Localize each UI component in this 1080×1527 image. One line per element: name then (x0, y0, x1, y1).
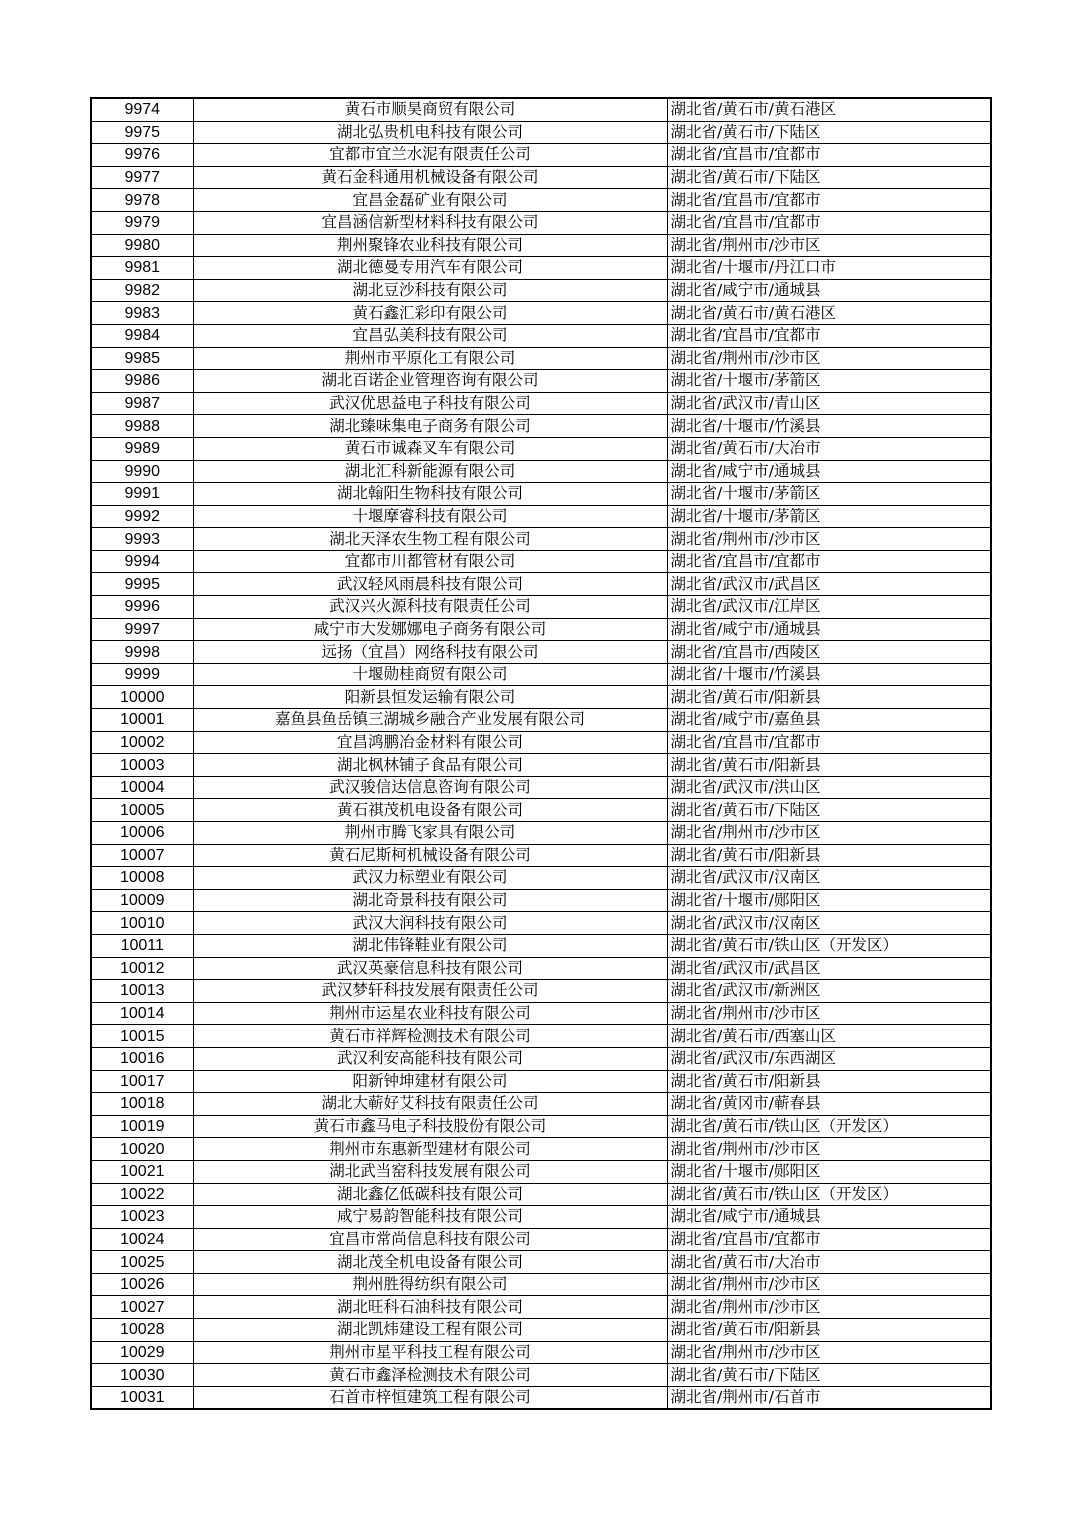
table-row (91, 1273, 991, 1296)
company-name-cell: 湖北枫林铺子食品有限公司 (193, 754, 667, 777)
row-number-cell: 10027 (91, 1296, 193, 1319)
row-number-cell: 9985 (91, 347, 193, 370)
table-row (91, 1160, 991, 1183)
region-cell: 湖北省/咸宁市/通城县 (667, 460, 991, 483)
table-row (91, 437, 991, 460)
table-row (91, 460, 991, 483)
region-cell: 湖北省/宜昌市/宜都市 (667, 324, 991, 347)
table-row (91, 934, 991, 957)
region-cell: 湖北省/黄石市/黄石港区 (667, 302, 991, 325)
company-name-cell: 湖北汇科新能源有限公司 (193, 460, 667, 483)
region-cell: 湖北省/荆州市/沙市区 (667, 1002, 991, 1025)
region-cell: 湖北省/咸宁市/通城县 (667, 1206, 991, 1229)
region-cell: 湖北省/荆州市/石首市 (667, 1386, 991, 1409)
row-number-cell: 10014 (91, 1002, 193, 1025)
region-cell: 湖北省/黄石市/阳新县 (667, 1319, 991, 1342)
region-cell: 湖北省/十堰市/郧阳区 (667, 889, 991, 912)
region-cell: 湖北省/十堰市/竹溪县 (667, 415, 991, 438)
table-row (91, 641, 991, 664)
company-name-cell: 咸宁市大发娜娜电子商务有限公司 (193, 618, 667, 641)
table-row (91, 98, 991, 121)
row-number-cell: 10028 (91, 1319, 193, 1342)
table-row (91, 799, 991, 822)
table-row (91, 1002, 991, 1025)
table-row (91, 302, 991, 325)
company-list-table (90, 97, 992, 1410)
company-name-cell: 湖北伟锋鞋业有限公司 (193, 934, 667, 957)
table-row (91, 1386, 991, 1409)
company-name-cell: 武汉骏信达信息咨询有限公司 (193, 776, 667, 799)
company-name-cell: 宜都市川都管材有限公司 (193, 550, 667, 573)
table-row (91, 1228, 991, 1251)
region-cell: 湖北省/十堰市/茅箭区 (667, 370, 991, 393)
row-number-cell: 10008 (91, 867, 193, 890)
company-name-cell: 十堰摩睿科技有限公司 (193, 505, 667, 528)
row-number-cell: 10031 (91, 1386, 193, 1409)
row-number-cell: 9979 (91, 211, 193, 234)
region-cell: 湖北省/咸宁市/通城县 (667, 279, 991, 302)
row-number-cell: 9982 (91, 279, 193, 302)
region-cell: 湖北省/黄石市/铁山区（开发区） (667, 1183, 991, 1206)
row-number-cell: 9986 (91, 370, 193, 393)
table-row (91, 257, 991, 280)
region-cell: 湖北省/宜昌市/宜都市 (667, 731, 991, 754)
row-number-cell: 10005 (91, 799, 193, 822)
table-row (91, 776, 991, 799)
table-row (91, 1047, 991, 1070)
company-name-cell: 湖北武当窑科技发展有限公司 (193, 1160, 667, 1183)
table-row (91, 144, 991, 167)
table-row (91, 166, 991, 189)
company-name-cell: 宜昌弘美科技有限公司 (193, 324, 667, 347)
region-cell: 湖北省/黄石市/阳新县 (667, 844, 991, 867)
table-row (91, 980, 991, 1003)
company-name-cell: 湖北豆沙科技有限公司 (193, 279, 667, 302)
row-number-cell: 9989 (91, 437, 193, 460)
company-name-cell: 武汉梦轩科技发展有限责任公司 (193, 980, 667, 1003)
company-name-cell: 湖北鑫亿低碳科技有限公司 (193, 1183, 667, 1206)
region-cell: 湖北省/黄石市/铁山区（开发区） (667, 1115, 991, 1138)
table-row (91, 1183, 991, 1206)
table-row (91, 1025, 991, 1048)
company-name-cell: 咸宁易韵智能科技有限公司 (193, 1206, 667, 1229)
table-row (91, 121, 991, 144)
table-row (91, 234, 991, 257)
table-row (91, 324, 991, 347)
table-row (91, 392, 991, 415)
region-cell: 湖北省/黄石市/西塞山区 (667, 1025, 991, 1048)
region-cell: 湖北省/黄石市/下陆区 (667, 799, 991, 822)
table-row (91, 1070, 991, 1093)
row-number-cell: 9994 (91, 550, 193, 573)
company-name-cell: 宜昌金磊矿业有限公司 (193, 189, 667, 212)
row-number-cell: 9975 (91, 121, 193, 144)
table-row (91, 505, 991, 528)
region-cell: 湖北省/宜昌市/宜都市 (667, 1228, 991, 1251)
row-number-cell: 9991 (91, 483, 193, 506)
company-name-cell: 湖北茂全机电设备有限公司 (193, 1251, 667, 1274)
region-cell: 湖北省/十堰市/茅箭区 (667, 483, 991, 506)
row-number-cell: 10003 (91, 754, 193, 777)
row-number-cell: 9988 (91, 415, 193, 438)
company-name-cell: 宜都市宜兰水泥有限责任公司 (193, 144, 667, 167)
region-cell: 湖北省/咸宁市/通城县 (667, 618, 991, 641)
table-row (91, 528, 991, 551)
region-cell: 湖北省/武汉市/汉南区 (667, 867, 991, 890)
table-row (91, 1206, 991, 1229)
company-name-cell: 荆州市星平科技工程有限公司 (193, 1341, 667, 1364)
region-cell: 湖北省/宜昌市/宜都市 (667, 189, 991, 212)
table-row (91, 279, 991, 302)
region-cell: 湖北省/十堰市/郧阳区 (667, 1160, 991, 1183)
table-row (91, 1364, 991, 1387)
row-number-cell: 10009 (91, 889, 193, 912)
company-name-cell: 湖北百诺企业管理咨询有限公司 (193, 370, 667, 393)
row-number-cell: 10006 (91, 822, 193, 845)
company-name-cell: 荆州市腾飞家具有限公司 (193, 822, 667, 845)
company-name-cell: 黄石市祥辉检测技术有限公司 (193, 1025, 667, 1048)
region-cell: 湖北省/十堰市/竹溪县 (667, 663, 991, 686)
table-row (91, 370, 991, 393)
row-number-cell: 9980 (91, 234, 193, 257)
row-number-cell: 10022 (91, 1183, 193, 1206)
company-name-cell: 湖北翰阳生物科技有限公司 (193, 483, 667, 506)
row-number-cell: 10018 (91, 1093, 193, 1116)
company-name-cell: 湖北凯炜建设工程有限公司 (193, 1319, 667, 1342)
company-name-cell: 嘉鱼县鱼岳镇三湖城乡融合产业发展有限公司 (193, 709, 667, 732)
region-cell: 湖北省/黄石市/大冶市 (667, 1251, 991, 1274)
region-cell: 湖北省/武汉市/江岸区 (667, 596, 991, 619)
company-name-cell: 湖北奇景科技有限公司 (193, 889, 667, 912)
row-number-cell: 10029 (91, 1341, 193, 1364)
company-name-cell: 黄石鑫汇彩印有限公司 (193, 302, 667, 325)
row-number-cell: 10020 (91, 1138, 193, 1161)
table-row (91, 1341, 991, 1364)
table-row (91, 573, 991, 596)
company-name-cell: 武汉兴火源科技有限责任公司 (193, 596, 667, 619)
region-cell: 湖北省/十堰市/丹江口市 (667, 257, 991, 280)
company-name-cell: 武汉英豪信息科技有限公司 (193, 957, 667, 980)
region-cell: 湖北省/黄石市/阳新县 (667, 686, 991, 709)
region-cell: 湖北省/十堰市/茅箭区 (667, 505, 991, 528)
row-number-cell: 10004 (91, 776, 193, 799)
table-row (91, 189, 991, 212)
row-number-cell: 10023 (91, 1206, 193, 1229)
region-cell: 湖北省/宜昌市/西陵区 (667, 641, 991, 664)
company-name-cell: 荆州市东惠新型建材有限公司 (193, 1138, 667, 1161)
company-name-cell: 武汉利安高能科技有限公司 (193, 1047, 667, 1070)
region-cell: 湖北省/宜昌市/宜都市 (667, 550, 991, 573)
row-number-cell: 10026 (91, 1273, 193, 1296)
row-number-cell: 10007 (91, 844, 193, 867)
row-number-cell: 10015 (91, 1025, 193, 1048)
table-row (91, 415, 991, 438)
table-row (91, 663, 991, 686)
region-cell: 湖北省/武汉市/武昌区 (667, 573, 991, 596)
region-cell: 湖北省/黄石市/大冶市 (667, 437, 991, 460)
company-name-cell: 黄石祺茂机电设备有限公司 (193, 799, 667, 822)
region-cell: 湖北省/武汉市/武昌区 (667, 957, 991, 980)
company-name-cell: 黄石尼斯柯机械设备有限公司 (193, 844, 667, 867)
company-name-cell: 荆州胜得纺织有限公司 (193, 1273, 667, 1296)
table-row (91, 1138, 991, 1161)
company-name-cell: 阳新县恒发运输有限公司 (193, 686, 667, 709)
table-row (91, 686, 991, 709)
region-cell: 湖北省/荆州市/沙市区 (667, 528, 991, 551)
row-number-cell: 10010 (91, 912, 193, 935)
table-row (91, 211, 991, 234)
region-cell: 湖北省/荆州市/沙市区 (667, 234, 991, 257)
table-row (91, 1115, 991, 1138)
region-cell: 湖北省/荆州市/沙市区 (667, 1296, 991, 1319)
region-cell: 湖北省/武汉市/青山区 (667, 392, 991, 415)
region-cell: 湖北省/荆州市/沙市区 (667, 822, 991, 845)
region-cell: 湖北省/宜昌市/宜都市 (667, 144, 991, 167)
region-cell: 湖北省/武汉市/东西湖区 (667, 1047, 991, 1070)
row-number-cell: 9984 (91, 324, 193, 347)
row-number-cell: 9992 (91, 505, 193, 528)
table-row (91, 731, 991, 754)
company-name-cell: 荆州市运星农业科技有限公司 (193, 1002, 667, 1025)
company-name-cell: 黄石市诚森叉车有限公司 (193, 437, 667, 460)
table-body (91, 98, 991, 1409)
company-name-cell: 湖北旺科石油科技有限公司 (193, 1296, 667, 1319)
row-number-cell: 9978 (91, 189, 193, 212)
row-number-cell: 9983 (91, 302, 193, 325)
row-number-cell: 10012 (91, 957, 193, 980)
row-number-cell: 9977 (91, 166, 193, 189)
company-name-cell: 湖北大蕲好艾科技有限责任公司 (193, 1093, 667, 1116)
company-name-cell: 湖北德曼专用汽车有限公司 (193, 257, 667, 280)
region-cell: 湖北省/荆州市/沙市区 (667, 1273, 991, 1296)
row-number-cell: 9996 (91, 596, 193, 619)
row-number-cell: 10000 (91, 686, 193, 709)
table-row (91, 822, 991, 845)
row-number-cell: 9995 (91, 573, 193, 596)
row-number-cell: 10016 (91, 1047, 193, 1070)
table-row (91, 754, 991, 777)
table-row (91, 1093, 991, 1116)
company-name-cell: 黄石市顺昊商贸有限公司 (193, 98, 667, 121)
table-row (91, 709, 991, 732)
region-cell: 湖北省/荆州市/沙市区 (667, 1138, 991, 1161)
row-number-cell: 10011 (91, 934, 193, 957)
row-number-cell: 10001 (91, 709, 193, 732)
row-number-cell: 9993 (91, 528, 193, 551)
table-row (91, 1319, 991, 1342)
company-name-cell: 黄石市鑫泽检测技术有限公司 (193, 1364, 667, 1387)
region-cell: 湖北省/黄冈市/蕲春县 (667, 1093, 991, 1116)
company-name-cell: 武汉大润科技有限公司 (193, 912, 667, 935)
company-name-cell: 湖北弘贵机电科技有限公司 (193, 121, 667, 144)
company-name-cell: 荆州聚锋农业科技有限公司 (193, 234, 667, 257)
table-row (91, 889, 991, 912)
row-number-cell: 10025 (91, 1251, 193, 1274)
region-cell: 湖北省/黄石市/阳新县 (667, 1070, 991, 1093)
region-cell: 湖北省/黄石市/铁山区（开发区） (667, 934, 991, 957)
table-row (91, 483, 991, 506)
company-name-cell: 宜昌鸿鹏冶金材料有限公司 (193, 731, 667, 754)
region-cell: 湖北省/黄石市/阳新县 (667, 754, 991, 777)
region-cell: 湖北省/武汉市/新洲区 (667, 980, 991, 1003)
region-cell: 湖北省/黄石市/下陆区 (667, 121, 991, 144)
row-number-cell: 9997 (91, 618, 193, 641)
company-name-cell: 黄石市鑫马电子科技股份有限公司 (193, 1115, 667, 1138)
company-name-cell: 荆州市平原化工有限公司 (193, 347, 667, 370)
row-number-cell: 10013 (91, 980, 193, 1003)
region-cell: 湖北省/宜昌市/宜都市 (667, 211, 991, 234)
table-row (91, 1296, 991, 1319)
row-number-cell: 10017 (91, 1070, 193, 1093)
table-row (91, 867, 991, 890)
table-row (91, 596, 991, 619)
company-name-cell: 阳新钟坤建材有限公司 (193, 1070, 667, 1093)
company-name-cell: 黄石金科通用机械设备有限公司 (193, 166, 667, 189)
table-row (91, 912, 991, 935)
company-name-cell: 十堰勋桂商贸有限公司 (193, 663, 667, 686)
region-cell: 湖北省/武汉市/汉南区 (667, 912, 991, 935)
company-name-cell: 湖北臻味集电子商务有限公司 (193, 415, 667, 438)
row-number-cell: 9999 (91, 663, 193, 686)
region-cell: 湖北省/黄石市/下陆区 (667, 1364, 991, 1387)
company-name-cell: 宜昌涵信新型材料科技有限公司 (193, 211, 667, 234)
table-row (91, 1251, 991, 1274)
region-cell: 湖北省/咸宁市/嘉鱼县 (667, 709, 991, 732)
company-name-cell: 宜昌市常尚信息科技有限公司 (193, 1228, 667, 1251)
table-row (91, 550, 991, 573)
row-number-cell: 10024 (91, 1228, 193, 1251)
row-number-cell: 9976 (91, 144, 193, 167)
table-row (91, 347, 991, 370)
company-name-cell: 远扬（宜昌）网络科技有限公司 (193, 641, 667, 664)
table-row (91, 844, 991, 867)
row-number-cell: 10019 (91, 1115, 193, 1138)
region-cell: 湖北省/荆州市/沙市区 (667, 1341, 991, 1364)
row-number-cell: 10002 (91, 731, 193, 754)
company-name-cell: 石首市梓恒建筑工程有限公司 (193, 1386, 667, 1409)
region-cell: 湖北省/武汉市/洪山区 (667, 776, 991, 799)
row-number-cell: 9981 (91, 257, 193, 280)
company-name-cell: 武汉轻风雨晨科技有限公司 (193, 573, 667, 596)
region-cell: 湖北省/荆州市/沙市区 (667, 347, 991, 370)
region-cell: 湖北省/黄石市/下陆区 (667, 166, 991, 189)
company-name-cell: 武汉优思益电子科技有限公司 (193, 392, 667, 415)
row-number-cell: 10030 (91, 1364, 193, 1387)
row-number-cell: 9998 (91, 641, 193, 664)
row-number-cell: 10021 (91, 1160, 193, 1183)
row-number-cell: 9987 (91, 392, 193, 415)
company-name-cell: 湖北天泽农生物工程有限公司 (193, 528, 667, 551)
table-row (91, 618, 991, 641)
table-row (91, 957, 991, 980)
row-number-cell: 9974 (91, 98, 193, 121)
row-number-cell: 9990 (91, 460, 193, 483)
company-name-cell: 武汉力标塑业有限公司 (193, 867, 667, 890)
region-cell: 湖北省/黄石市/黄石港区 (667, 98, 991, 121)
